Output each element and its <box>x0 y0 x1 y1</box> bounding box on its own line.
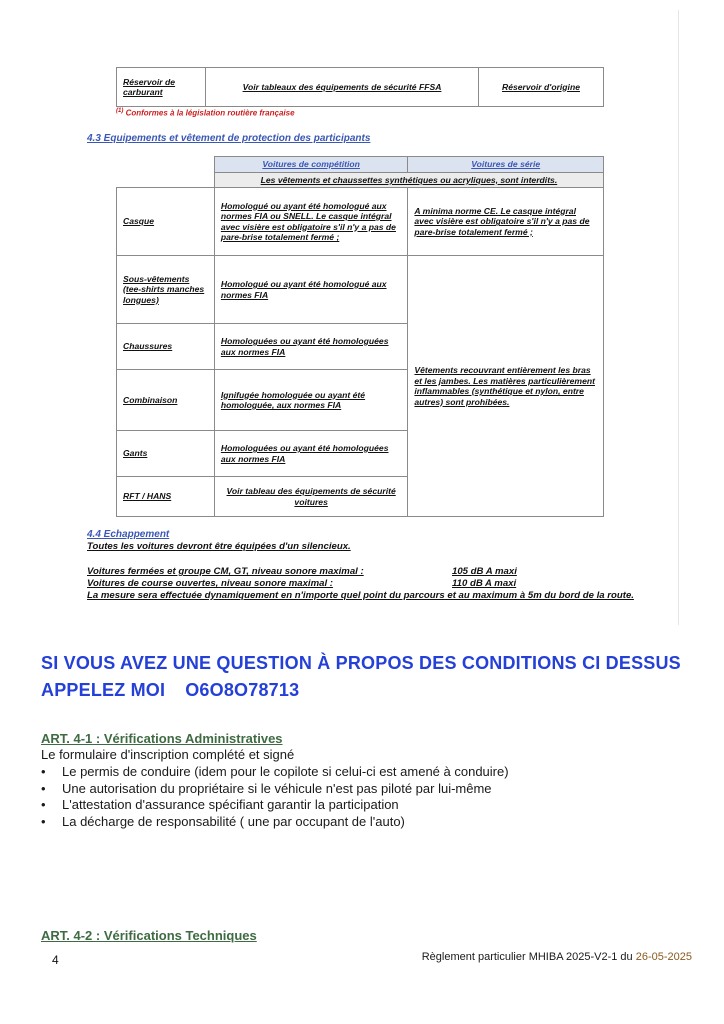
serie-cell: A minima norme CE. Le casque intégral avec visière est obligatoire s'il n'y a pas de pare-brise totalement fermé ; <box>408 188 604 256</box>
footnote <box>116 108 295 118</box>
noise-limit-open-value: 110 dB A maxi <box>452 578 517 589</box>
page-edge-rule <box>678 10 679 625</box>
col-header-competition: Voitures de compétition <box>214 157 408 173</box>
list-item-text: Une autorisation du propriétaire si le véhicule n'est pas piloté par lui-même <box>62 780 492 796</box>
footer-reference <box>422 951 692 963</box>
list-item <box>41 764 509 781</box>
measurement-note: La mesure sera effectuée dynamiquement en n'importe quel point du parcours et au maximum à 5m du bord de la route. <box>87 590 634 601</box>
bullet-icon: • <box>41 813 46 829</box>
equipment-table <box>116 156 604 517</box>
synthetic-ban-notice: Les vêtements et chaussettes synthétiques ou acryliques, sont interdits. <box>214 173 603 188</box>
noise-limit-closed-value: 105 dB A maxi <box>452 566 517 577</box>
fuel-label-cell: Réservoir de carburant <box>117 68 206 107</box>
row-label-chaussures: Chaussures <box>117 324 215 370</box>
table-header-row <box>117 157 604 173</box>
serie-merged-cell: Vêtements recouvrant entièrement les bras et les jambes. Les matières particulièrement inflammables (synthétique et nylon, entre autres) sont prohibées. <box>408 256 604 517</box>
fuel-right-cell: Réservoir d'origine <box>479 68 604 107</box>
competition-cell: Homologuées ou ayant été homologuées aux normes FIA <box>214 324 408 370</box>
noise-limit-open-label: Voitures de course ouvertes, niveau sonore maximal : <box>87 578 333 589</box>
table-row <box>117 68 604 107</box>
bullet-icon: • <box>41 764 46 779</box>
page-number: 4 <box>52 953 59 967</box>
row-label-casque: Casque <box>117 188 215 256</box>
footnote-text: Conformes à la législation routière française <box>125 108 295 118</box>
empty-corner <box>117 157 215 173</box>
table-row <box>117 256 604 324</box>
table-row <box>117 188 604 256</box>
competition-cell: Homologuées ou ayant été homologuées aux normes FIA <box>214 431 408 477</box>
list-item-text: La décharge de responsabilité ( une par occupant de l'auto) <box>62 813 405 829</box>
list-item-text: Le permis de conduire (idem pour le copilote si celui-ci est amené à conduire) <box>62 764 509 779</box>
col-header-serie: Voitures de série <box>408 157 604 173</box>
competition-cell: Homologué ou ayant été homologué aux normes FIA <box>214 256 408 324</box>
competition-cell: Homologué ou ayant été homologué aux normes FIA ou SNELL. Le casque intégral avec visière est obligatoire s'il n'y a pas de pare-brise totalement fermé ; <box>214 188 408 256</box>
footer-date: 26-05-2025 <box>635 951 692 963</box>
competition-cell: Ignifugée homologuée ou ayant été homologuée, aux normes FIA <box>214 370 408 431</box>
contact-call-label: APPELEZ MOI <box>41 680 166 700</box>
fuel-tank-table <box>116 67 604 107</box>
noise-limit-closed-label: Voitures fermées et groupe CM, GT, niveau sonore maximal : <box>87 566 364 577</box>
footnote-marker: (1) <box>116 108 124 114</box>
silencer-requirement: Toutes les voitures devront être équipées d'un silencieux. <box>87 541 351 552</box>
empty-corner <box>117 173 215 188</box>
list-item-text: L'attestation d'assurance spécifiant garantir la participation <box>62 797 399 812</box>
art-4-1-intro: Le formulaire d'inscription complété et signé <box>41 747 295 762</box>
contact-callout <box>41 650 681 704</box>
section-4-3-title: 4.3 Equipements et vêtement de protection des participants <box>87 133 371 144</box>
competition-cell: Voir tableau des équipements de sécurité voitures <box>214 477 408 517</box>
art-4-1-heading: ART. 4-1 : Vérifications Administratives <box>41 731 283 746</box>
row-label-combinaison: Combinaison <box>117 370 215 431</box>
list-item <box>41 781 509 798</box>
section-4-4-title: 4.4 Echappement <box>87 529 170 540</box>
banner-row <box>117 173 604 188</box>
fuel-center-cell: Voir tableaux des équipements de sécurité FFSA <box>206 68 479 107</box>
art-4-2-heading: ART. 4-2 : Vérifications Techniques <box>41 928 257 943</box>
row-label-sous-vetements: Sous-vêtements (tee-shirts manches longues) <box>117 256 215 324</box>
admin-checks-list <box>41 764 509 830</box>
footer-text: Règlement particulier MHIBA 2025-V2-1 du <box>421 951 633 963</box>
contact-question-line: SI VOUS AVEZ UNE QUESTION À PROPOS DES CONDITIONS CI DESSUS <box>41 653 681 673</box>
row-label-rft-hans: RFT / HANS <box>117 477 215 517</box>
list-item <box>41 797 509 814</box>
contact-phone-number[interactable]: O6O8O78713 <box>185 680 300 700</box>
bullet-icon: • <box>41 797 46 812</box>
bullet-icon: • <box>41 780 46 796</box>
contact-call-line <box>41 677 681 704</box>
list-item <box>41 814 509 831</box>
row-label-gants: Gants <box>117 431 215 477</box>
